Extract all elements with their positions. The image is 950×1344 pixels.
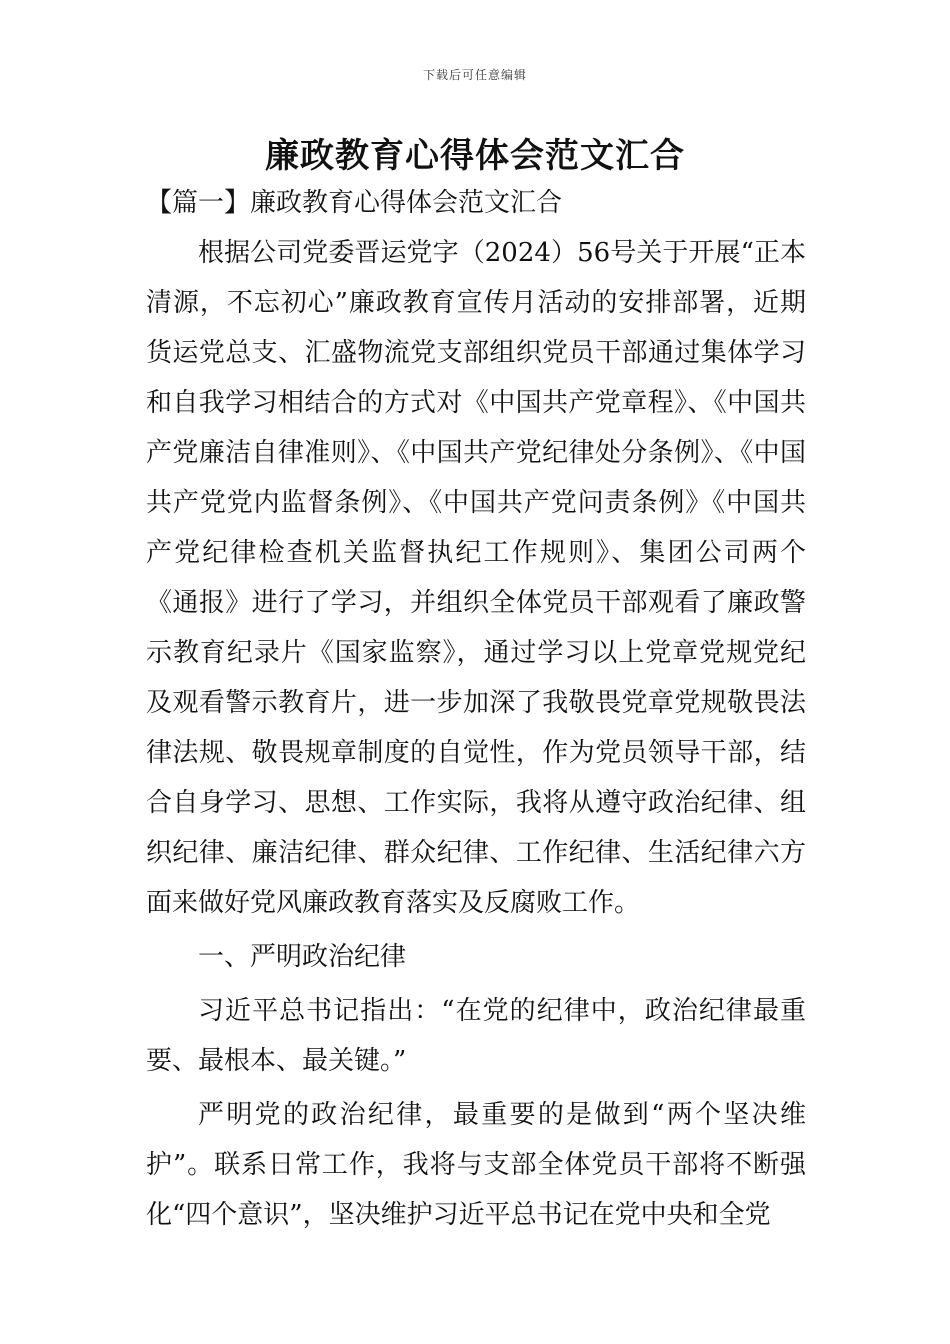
paragraph-intro: 根据公司党委晋运党字（2024）56号关于开展“正本清源，不忘初心”廉政教育宣传月活动的安排部署，近期货运党总支、汇盛物流党支部组织党员干部通过集体学习和自我学习相结合的方式对《中国共产党章程》、《中国共产党廉洁自律准则》、《中国共产党纪律处分条例》、《中国共产党党内监督条例》、《中国共产党问责条例》《中国共产党纪律检查机关监督执纪工作规则》、集团公司两个《通报》进行了学习，并组织全体党员干部观看了廉政警示教育纪录片《国家监察》，通过学习以上党章党规党纪及观看警示教育片，进一步加深了我敬畏党章党规敬畏法律法规、敬畏规章制度的自觉性，作为党员领导干部，结合自身学习、思想、工作实际，我将从遵守政治纪律、组织纪律、廉洁纪律、群众纪律、工作纪律、生活纪律六方面来做好党风廉政教育落实及反腐败工作。 [146, 238, 806, 918]
paragraph-quote: 习近平总书记指出：“在党的纪律中，政治纪律最重要、最根本、最关键。” [146, 996, 806, 1076]
header-note: 下载后可任意编辑 [422, 68, 527, 82]
sub-heading-political-discipline: 一、严明政治纪律 [198, 942, 407, 972]
document-body [146, 228, 806, 1240]
paragraph-two-maintains: 严明党的政治纪律，最重要的是做到“两个坚决维护”。联系日常工作，我将与支部全体党员干部将不断强化“四个意识”，坚决维护习近平总书记在党中央和全党 [146, 1100, 806, 1230]
section-heading: 【篇一】廉政教育心得体会范文汇合 [146, 188, 563, 218]
document-title: 廉政教育心得体会范文汇合 [265, 136, 685, 176]
